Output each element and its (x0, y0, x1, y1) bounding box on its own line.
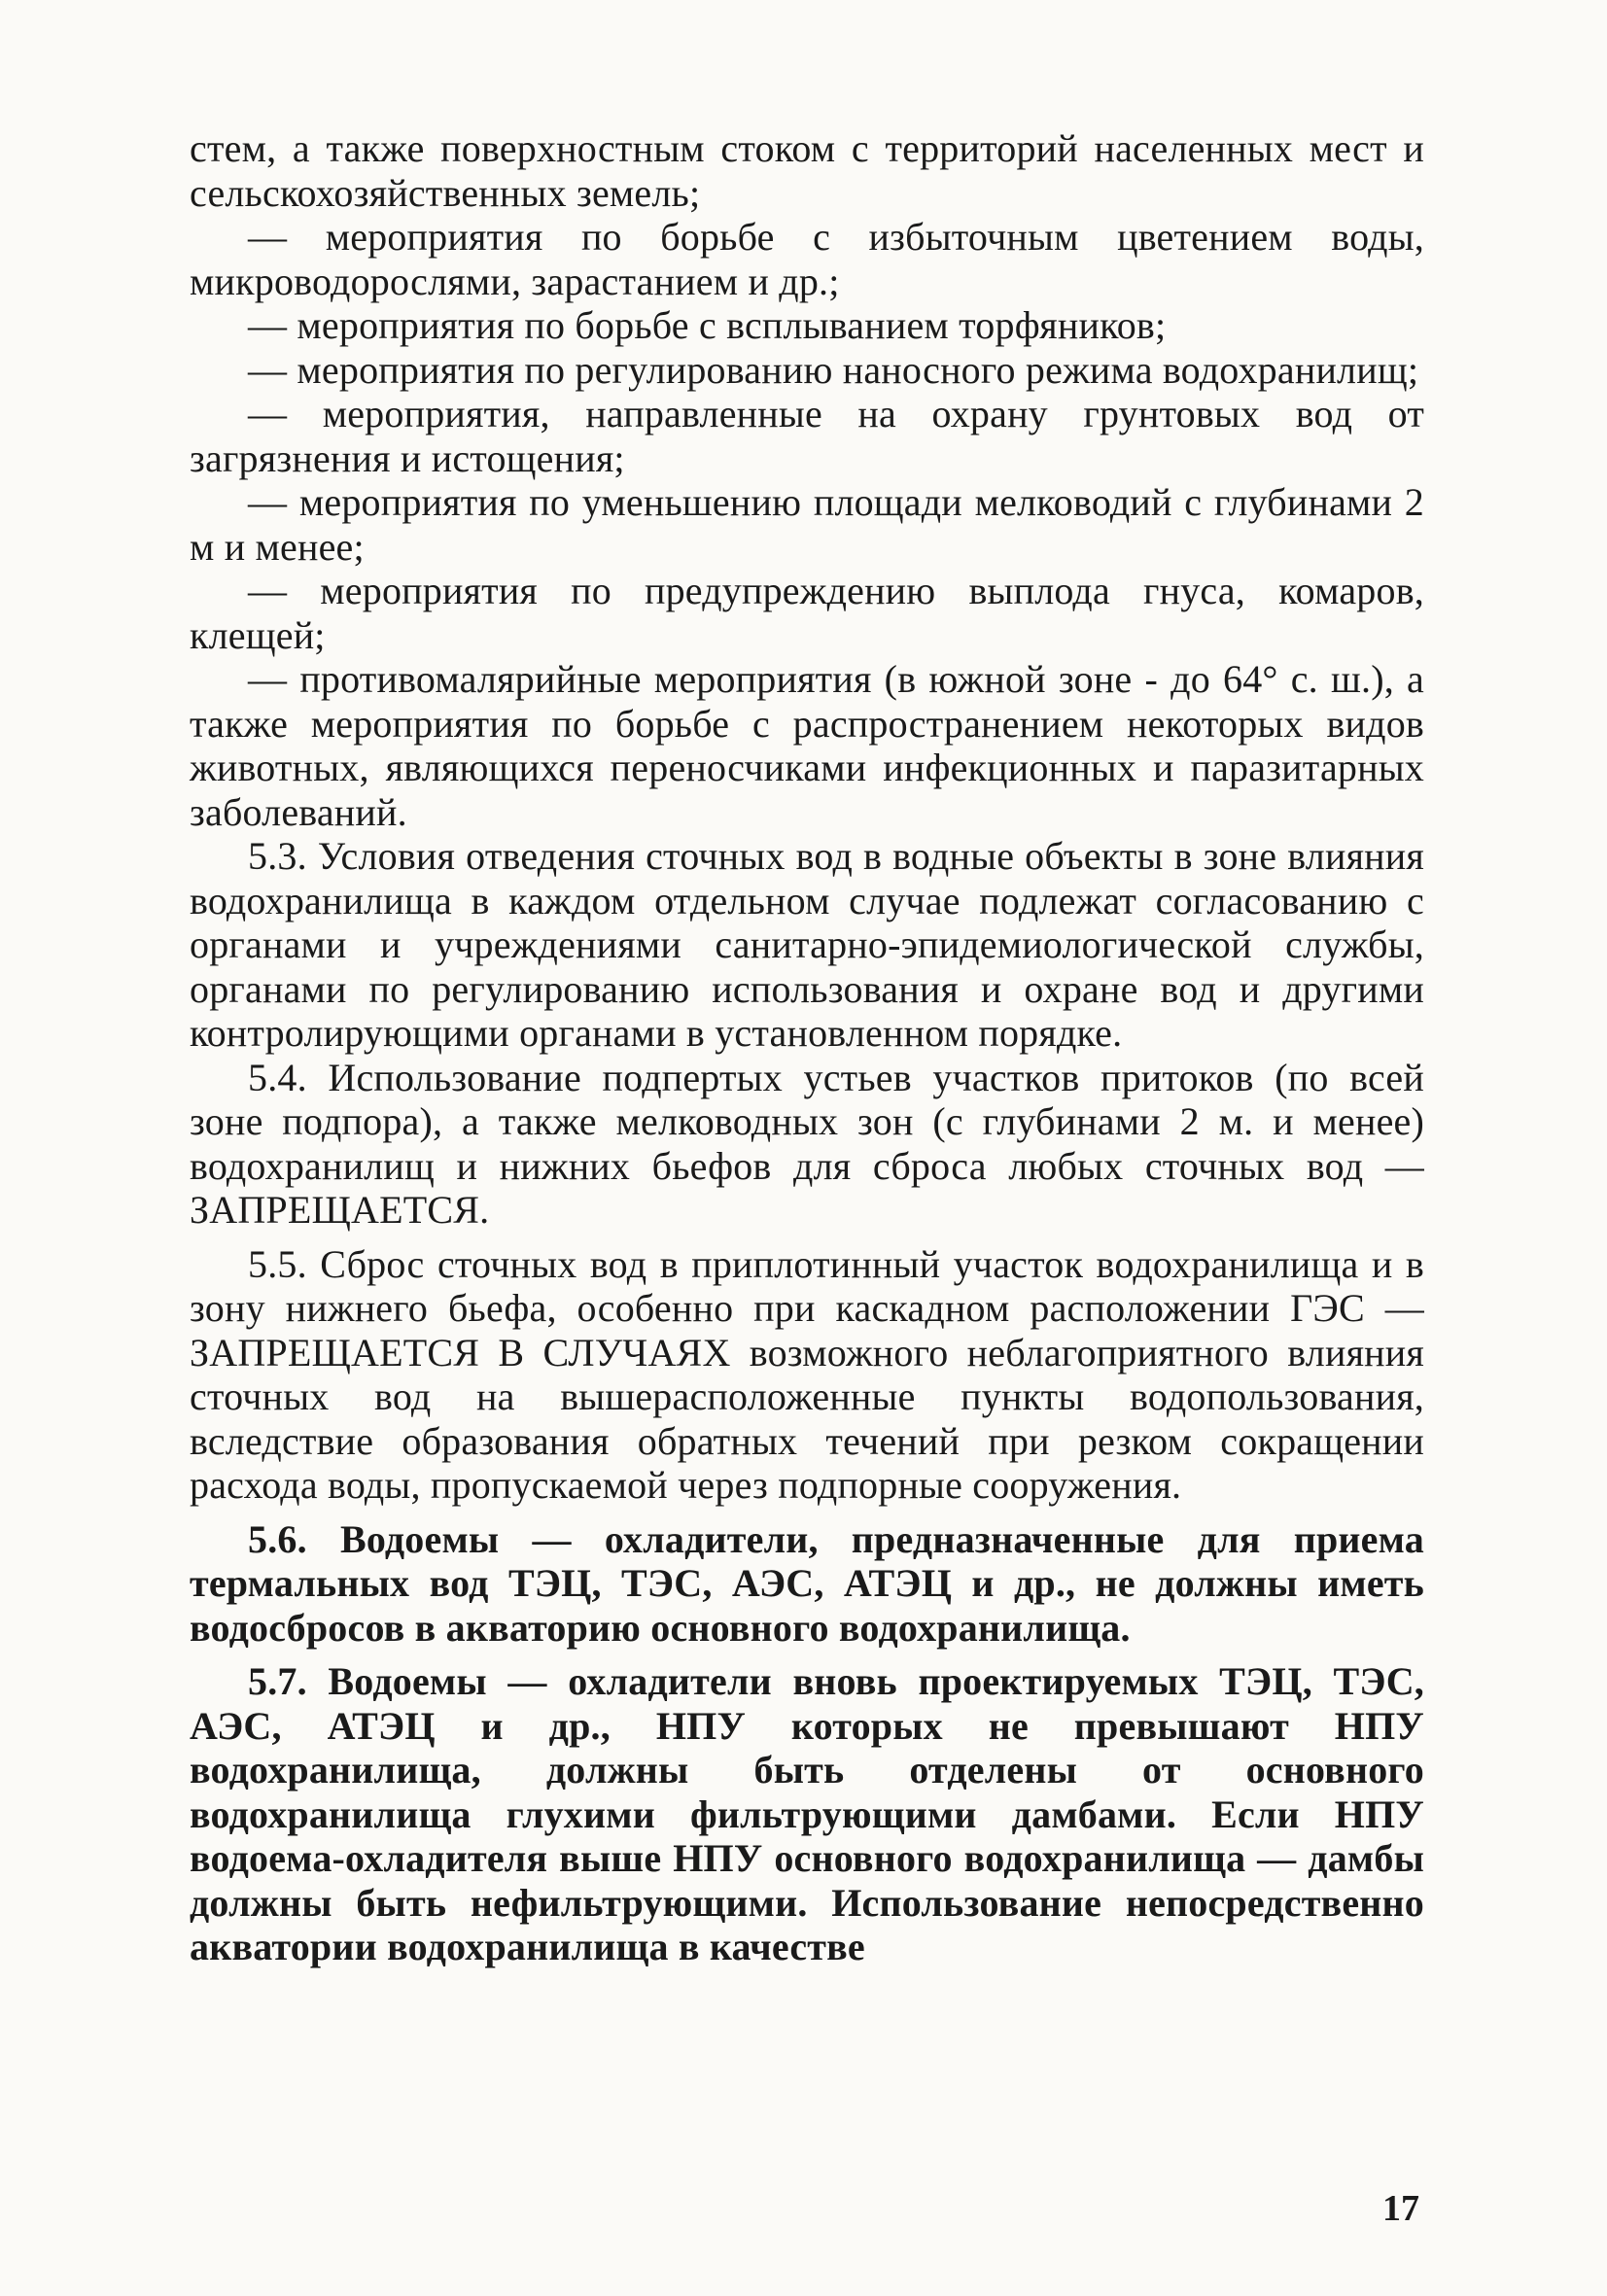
clause-5-6: 5.6. Водоемы — охладители, предназначенные для приема термальных вод ТЭЦ, ТЭС, АЭС, АТЭЦ и др., не должны иметь водосбросов в акваторию основного водохранилища. (190, 1516, 1424, 1650)
paragraph-continuation: стем, а также поверхностным стоком с территорий населенных мест и сельскохозяйственных земель; (190, 126, 1424, 215)
list-item: — мероприятия по предупреждению выплода гнуса, комаров, клещей; (190, 569, 1424, 657)
list-item: — противомалярийные мероприятия (в южной зоне - до 64° с. ш.), а также мероприятия по борьбе с распространением некоторых видов животных, являющихся переносчиками инфекционных и паразитарных заболеваний. (190, 657, 1424, 834)
list-item: — мероприятия по уменьшению площади мелководий с глубинами 2 м и менее; (190, 480, 1424, 569)
clause-5-3: 5.3. Условия отведения сточных вод в водные объекты в зоне влияния водохранилища в каждом отдельном случае подлежат согласованию с органами и учреждениями санитарно-эпидемиологической службы, органами по регулированию использования и охране вод и другими контролирующими органами в установленном порядке. (190, 834, 1424, 1055)
clause-5-7: 5.7. Водоемы — охладители вновь проектируемых ТЭЦ, ТЭС, АЭС, АТЭЦ и др., НПУ которых не превышают НПУ водохранилища, должны быть отделены от основного водохранилища глухими фильтрующими дамбами. Если НПУ водоема-охладителя выше НПУ основного водохранилища — дамбы должны быть нефильтрующими. Использование непосредственно акватории водохранилища в качестве (190, 1659, 1424, 1968)
clause-5-5: 5.5. Сброс сточных вод в приплотинный участок водохранилища и в зону нижнего бьефа, особенно при каскадном расположении ГЭС — ЗАПРЕЩАЕТСЯ В СЛУЧАЯХ возможного неблагоприятного влияния сточных вод на вышерасположенные пункты водопользования, вследствие образования обратных течений при резком сокращении расхода воды, пропускаемой через подпорные сооружения. (190, 1241, 1424, 1507)
body-text (190, 126, 1424, 1969)
list-item: — мероприятия по борьбе с всплыванием торфяников; (248, 303, 1167, 347)
list-item: — мероприятия, направленные на охрану грунтовых вод от загрязнения и истощения; (190, 392, 1424, 480)
page-number: 17 (1382, 2188, 1419, 2229)
list-item: — мероприятия по регулированию наносного режима водохранилищ; (248, 347, 1419, 392)
clause-5-4: 5.4. Использование подпертых устьев участков притоков (по всей зоне подпора), а также мелководных зон (с глубинами 2 м. и менее) водохранилищ и нижних бьефов для сброса любых сточных вод — ЗАПРЕЩАЕТСЯ. (190, 1055, 1424, 1232)
list-item: — мероприятия по борьбе с избыточным цветением воды, микроводорослями, зарастанием и др.; (190, 215, 1424, 303)
